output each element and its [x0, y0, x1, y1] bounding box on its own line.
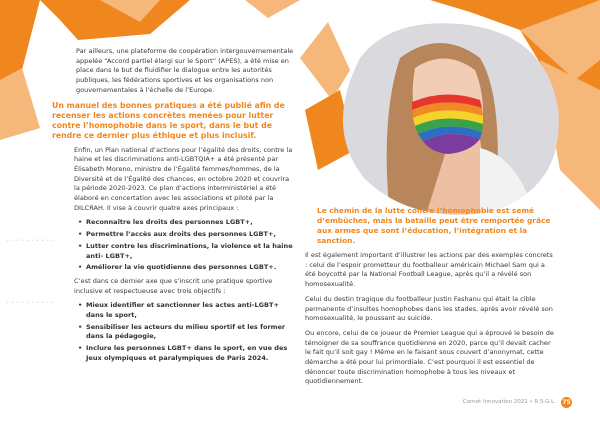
right-column: [305, 206, 557, 392]
photo-woman-rainbow-mask: [330, 18, 565, 218]
watermark-left-1: • • • • • • • • • •: [6, 238, 55, 244]
intro-paragraph: Par ailleurs, une plateforme de coopération intergouvernementale appelée “Accord partiel élargi sur le Sport” (APES), a été mise en place dans le but de fluidifier le dialogue entre les autorités publiques, les fédérations sportives et les organisations non gouvernementales à l’échelle de l’Europe.: [76, 47, 294, 94]
list-item: • Lutter contre les discriminations, la violence et la haine anti- LGBT+,: [86, 242, 296, 261]
plan-paragraph: Enfin, un Plan national d’actions pour l’égalité des droits, contre la haine et les discriminations anti-LGBTQIA+ a été présenté par Élisabeth Moreno, ministre de l’Égalité femmes/hommes, de la Diversité et de l’Égalité des chances, en octobre 2020 et couvrira la période 2020-2023. Ce plan d’actions interministériel a été élaboré en concertation avec les associations et piloté par la DILCRAH. Il vise à couvrir quatre axes principaux :: [74, 145, 293, 212]
watermark-left-2: • • • • • • • • • •: [6, 300, 55, 306]
lead-left: Un manuel des bonnes pratiques a été publié afin de recenser les actions concrètes menées pour lutter contre l’homophobie dans le sport, dans le but de rendre ce dernier plus éthique et plus inclusif.: [52, 100, 285, 140]
footer-text: Carnet Innovation 2021 • R.S.G.L.: [462, 399, 556, 405]
list-item: • Sensibiliser les acteurs du milieu sportif et les former dans la pédagogie,: [86, 323, 296, 342]
paragraph-michael-sam: Il est également important d’illustrer les actions par des exemples concrets : celui de l’espoir prometteur du footballeur américain Michael Sam qui a été boycotté par la National Football League, après qu’il a révélé son homosexualité.: [305, 251, 553, 289]
list-item: • Améliorer la vie quotidienne des personnes LGBT+.: [86, 263, 296, 273]
list-item: • Inclure les personnes LGBT+ dans le sport, en vue des Jeux olympiques et paralympiques de Paris 2024.: [86, 344, 296, 363]
objectives-list: [74, 301, 296, 363]
sport-intro-paragraph: C’est dans ce dernier axe que s’inscrit une pratique sportive inclusive et respectueuse avec trois objectifs :: [74, 276, 273, 295]
paragraph-justin-fashanu: Celui du destin tragique du footballeur Justin Fashanu qui était la cible permanente d’insultes homophobes dans les stades, après avoir révélé son homosexualité, le poussant au suicide.: [305, 294, 553, 323]
lead-right: Le chemin de la lutte contre l’homophobie est semé d’embûches, mais la bataille peut être remportée grâce aux armes que sont l’éducation, l’intégration et la sanction.: [317, 206, 551, 245]
list-item: • Permettre l’accès aux droits des personnes LGBT+,: [86, 230, 296, 240]
paragraph-premier-league: Ou encore, celui de ce joueur de Premier League qui a éprouvé le besoin de témoigner de sa souffrance quotidienne en 2020, parce qu’il devait cacher le fait qu’il soit gay ! Même en le faisant sous couvert d’anonymat, cette démarche a été pour lui primordiale. C’est pourquoi il est essentiel de dénoncer toute discrimination homophobe à tous les niveaux et quotidiennement.: [305, 328, 554, 386]
axes-list: [74, 218, 296, 273]
list-item: • Reconnaître les droits des personnes LGBT+,: [86, 218, 296, 228]
left-column: [52, 47, 296, 368]
page-number: 75: [562, 399, 571, 406]
list-item: • Mieux identifier et sanctionner les actes anti-LGBT+ dans le sport,: [86, 301, 296, 320]
